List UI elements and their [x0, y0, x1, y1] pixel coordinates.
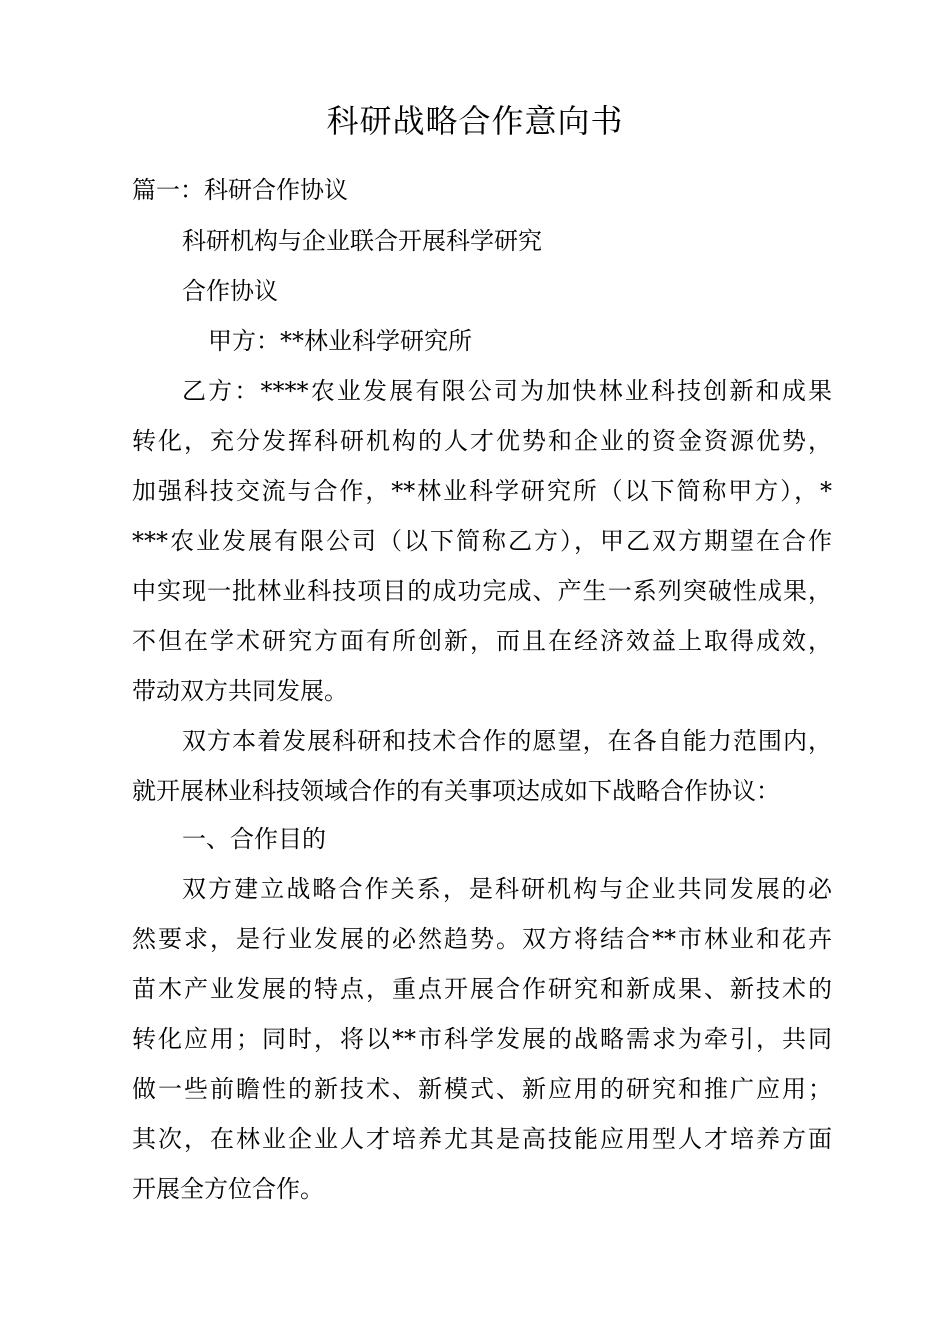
party-a-line: 甲方：**林业科学研究所 [208, 327, 472, 355]
paragraph-line: 中实现一批林业科技项目的成功完成、产生一系列突破性成果， [132, 577, 832, 605]
paragraph-line: 双方建立战略合作关系，是科研机构与企业共同发展的必 [182, 875, 832, 903]
paragraph-line: 加强科技交流与合作，**林业科学研究所（以下简称甲方），* [132, 477, 832, 505]
document-title: 科研战略合作意向书 [326, 102, 624, 140]
paragraph-line: 不但在学术研究方面有所创新，而且在经济效益上取得成效， [132, 627, 832, 655]
paragraph-line: 转化，充分发挥科研机构的人才优势和企业的资金资源优势， [132, 427, 832, 455]
section-subheading: 一、合作目的 [182, 825, 326, 853]
paragraph-line: 就开展林业科技领域合作的有关事项达成如下战略合作协议： [132, 777, 780, 805]
paragraph-line: 转化应用；同时，将以**市科学发展的战略需求为牵引，共同 [132, 1025, 832, 1053]
paragraph-line: 然要求，是行业发展的必然趋势。双方将结合**市林业和花卉 [132, 925, 832, 953]
subtitle-line-2: 合作协议 [182, 277, 278, 305]
paragraph-line: 双方本着发展科研和技术合作的愿望，在各自能力范围内， [182, 727, 832, 755]
paragraph-line: 开展全方位合作。 [132, 1175, 324, 1203]
subtitle-line-1: 科研机构与企业联合开展科学研究 [182, 227, 542, 255]
paragraph-line: 其次，在林业企业人才培养尤其是高技能应用型人才培养方面 [132, 1125, 832, 1153]
paragraph-line: 乙方：****农业发展有限公司为加快林业科技创新和成果 [182, 377, 832, 405]
section-heading: 篇一：科研合作协议 [132, 176, 348, 204]
paragraph-line: 做一些前瞻性的新技术、新模式、新应用的研究和推广应用； [132, 1075, 832, 1103]
paragraph-line: ***农业发展有限公司（以下简称乙方），甲乙双方期望在合作 [132, 527, 832, 555]
paragraph-line: 苗木产业发展的特点，重点开展合作研究和新成果、新技术的 [132, 975, 832, 1003]
paragraph-line: 带动双方共同发展。 [132, 677, 348, 705]
